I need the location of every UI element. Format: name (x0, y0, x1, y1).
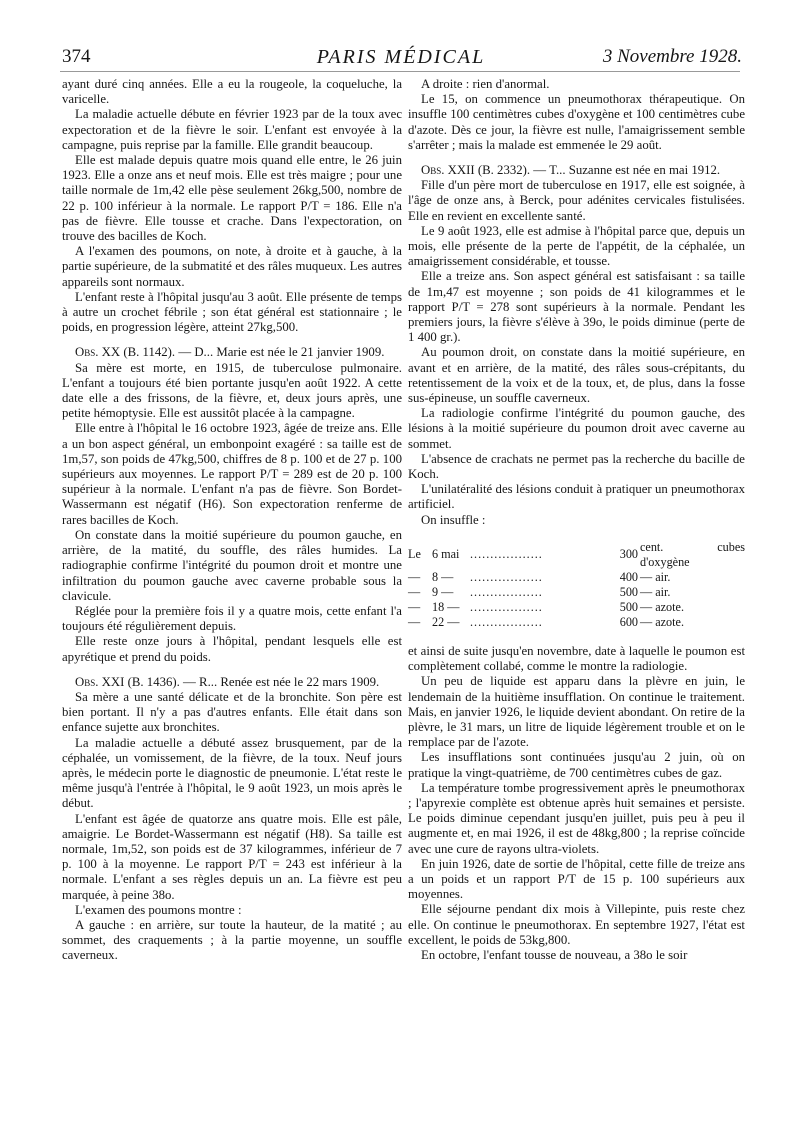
paragraph: Un peu de liquide est apparu dans la plèvre en juin, le lendemain de la huitième insufflation. On continue le traitement. Mais, en janvier 1926, le liquide devient abondant. On retire de la plèvre, le 31 mars, un litre de liquide légèrement trouble et on le remplace par de l'azote. (408, 674, 745, 750)
table-cell: 8 — (432, 569, 454, 584)
page-number: 374 (62, 46, 91, 67)
table-cell: 9 — (432, 584, 454, 599)
observation-intro: (B. 1436). — R... Renée est née le 22 mars 1909. (127, 674, 380, 689)
table-cell: — (408, 599, 421, 614)
table-row (408, 615, 745, 630)
paragraph: A gauche : en arrière, sur toute la hauteur, de la matité ; au sommet, des craquements ; à la partie moyenne, un souffle caverneux. (62, 917, 402, 963)
paragraph: La maladie actuelle débute en février 1923 par de la toux avec expectoration et de la fièvre le soir. L'enfant est envoyée à la campagne, puis reprise par la famille. Elle grandit beaucoup. (62, 107, 402, 152)
paragraph: En juin 1926, date de sortie de l'hôpital, cette fille de treize ans a un poids et un rapport P/T de 15 p. 100 supérieurs aux moyennes. (408, 856, 745, 902)
table-row (408, 585, 745, 600)
paragraph: On constate dans la moitié supérieure du poumon gauche, en arrière, de la matité, du souffle, des râles humides. La radiographie confirme l'intégrité du poumon droit et montre une infiltration du poumon gauche avec caverne probable sous la clavicule. (62, 527, 402, 603)
paragraph: L'enfant est âgée de quatorze ans quatre mois. Elle est pâle, amaigrie. Le Bordet-Wassermann est négatif (H8). Sa taille est normale, 1m,52, son poids est de 37 kilogrammes, inférieur de 7 p. 100 à la moyenne. Le rapport P/T = 243 est inférieur à la normale. L'enfant a ses règles depuis un an. La fièvre est peu marquée, à peine 38o. (62, 811, 402, 902)
observation-label: Obs. XXII (421, 163, 475, 178)
table-row (408, 600, 745, 615)
paragraph: L'examen des poumons montre : (75, 902, 242, 917)
paragraph: La maladie actuelle a débuté assez brusquement, par de la céphalée, un vomissement, de la fièvre, de la toux. Neuf jours après, le médecin porte le diagnostic de pneumonie. L'état reste le même jusqu'à l'entrée à l'hôpital, le 9 août 1923, un mois après le début. (62, 735, 402, 811)
page-header (60, 46, 742, 70)
paragraph: et ainsi de suite jusqu'en novembre, date à laquelle le poumon est complètement collabé, comme le montre la radiologie. (408, 643, 745, 674)
table-cell: 600 (619, 614, 638, 629)
table-cell: 500 (619, 584, 638, 599)
table-cell: 300 (619, 547, 638, 562)
paragraph: Le 9 août 1923, elle est admise à l'hôpital parce que, depuis un mois, elle présente de la perte de l'appétit, de la céphalée, un amaigrissement considérable, et tousse. (408, 223, 745, 269)
paragraph: L'absence de crachats ne permet pas la recherche du bacille de Koch. (408, 451, 745, 482)
table-cell: 6 mai (432, 547, 460, 562)
paragraph: A l'examen des poumons, on note, à droite et à gauche, à la partie supérieure, de la submatité et des râles muqueux. Les autres appareils sont normaux. (62, 244, 402, 289)
table-cell: cent. cubes d'oxygène (640, 539, 745, 569)
table-cell: — (408, 569, 421, 584)
observation-label: Obs. XXI (75, 674, 125, 689)
paragraph: L'unilatéralité des lésions conduit à pratiquer un pneumothorax artificiel. (408, 482, 745, 512)
paragraph: ayant duré cinq années. Elle a eu la rougeole, la coqueluche, la varicelle. (62, 77, 402, 107)
paragraph: On insuffle : (421, 512, 486, 527)
paragraph: La température tombe progressivement après le pneumothorax ; l'apyrexie complète est obtenue après huit semaines et persiste. Le poids diminue cependant jusqu'en juillet, puis peu à peu il augmente et, en mai 1926, il est de 48kg,800 ; la reprise coïncide avec une cure de rayons ultra-violets. (408, 780, 745, 856)
paragraph: Elle a treize ans. Son aspect général est satisfaisant : sa taille de 1m,47 est moyenne ; son poids de 41 kilogrammes et le rapport P/T = 278 sont supérieurs à la normale. Pendant les premiers jours, la fièvre s'élève à 39o, le poids diminue (perte de 1 400 gr.). (408, 269, 745, 345)
paragraph: Elle entre à l'hôpital le 16 octobre 1923, âgée de treize ans. Elle a un bon aspect général, un embonpoint exagéré : sa taille est de 1m,57, son poids de 47kg,500, chiffres de 8 p. 100 et de 27 p. 100 supérieurs aux moyennes. Le rapport P/T = 289 est de 20 p. 100 supérieur à la normale. L'enfant n'a pas de fièvre. Son Bordet-Wassermann est négatif (H6). Son expectoration renferme de rares bacilles de Koch. (62, 421, 402, 527)
observation-intro: (B. 2332). — T... Suzanne est née en mai 1912. (477, 163, 721, 178)
observation-heading (62, 675, 402, 690)
observation-heading (408, 163, 745, 178)
paragraph: Sa mère est morte, en 1915, de tuberculose pulmonaire. L'enfant a toujours été bien portante jusqu'en août 1922. A cette date elle a des frissons, de la fièvre, et, deux jours après, une petite hémoptysie. Elle est aussitôt placée à la campagne. (62, 360, 402, 421)
header-rule (60, 71, 740, 72)
observation-label: Obs. XX (75, 345, 121, 360)
paragraph: Fille d'un père mort de tuberculose en 1917, elle est soignée, à l'âge de onze ans, à Berck, pour adénites cervicales fistulisées. Elle en revient en excellente santé. (408, 178, 745, 223)
table-cell: .................. (470, 614, 543, 629)
paragraph: A droite : rien d'anormal. (421, 77, 550, 91)
table-cell: 500 (619, 599, 638, 614)
observation-heading (62, 345, 402, 360)
paragraph: Sa mère a une santé délicate et de la bronchite. Son père est bien portant. Il n'y a pas d'autres enfants. Elle était dans son enfance sujette aux bronchites. (62, 689, 402, 735)
left-column (62, 77, 402, 964)
paragraph: Au poumon droit, on constate dans la moitié supérieure, en avant et en arrière, de la matité, des râles sous-crépitants, du retentissement de la voix et de la toux, et, de plus, dans la fosse sus-épineuse, un souffle caverneux. (408, 345, 745, 406)
table-cell: Le (408, 547, 421, 562)
paragraph: Les insufflations sont continuées jusqu'au 2 juin, où on pratique la vingt-quatrième, de 700 centimètres cubes de gaz. (408, 750, 745, 780)
paragraph: Elle reste onze jours à l'hôpital, pendant lesquels elle est apyrétique et prend du poids. (62, 634, 402, 664)
paragraph: La radiologie confirme l'intégrité du poumon gauche, des lésions à la moitié supérieure du poumon droit avec caverne au sommet. (408, 406, 745, 451)
table-row (408, 570, 745, 585)
table-cell: .................. (470, 584, 543, 599)
table-cell: .................. (470, 547, 543, 562)
paragraph: En octobre, l'enfant tousse de nouveau, a 38o le soir (421, 947, 688, 962)
paragraph: Réglée pour la première fois il y a quatre mois, cette enfant l'a toujours été régulièrement depuis. (62, 603, 402, 634)
table-row (408, 540, 745, 570)
table-cell: .................. (470, 569, 543, 584)
table-cell: — azote. (640, 614, 684, 629)
table-cell: — air. (640, 569, 671, 584)
table-cell: — air. (640, 584, 671, 599)
paragraph: L'enfant reste à l'hôpital jusqu'au 3 août. Elle présente de temps à autre un crochet fébrile ; son état général est stationnaire ; le poids, en progression légère, atteint 27kg,500. (62, 289, 402, 335)
paragraph: Elle est malade depuis quatre mois quand elle entre, le 26 juin 1923. Elle a onze ans et neuf mois. Elle est très maigre ; pour une taille normale de 1m,42 elle pèse seulement 26kg,500, nombre de 22 p. 100 inférieur à la normale. Le rapport P/T = 186. Elle n'a pas de fièvre. Elle tousse et crache. Dans l'expectoration, on trouve des bacilles de Koch. (62, 153, 402, 244)
paragraph: Elle séjourne pendant dix mois à Villepinte, puis reste chez elle. On continue le pneumothorax. En septembre 1927, l'état est excellent, le poids de 53kg,800. (408, 902, 745, 947)
insufflation-table (408, 540, 745, 630)
table-cell: — (408, 614, 421, 629)
table-cell: 18 — (432, 599, 460, 614)
paragraph: Le 15, on commence un pneumothorax thérapeutique. On insuffle 100 centimètres cubes d'oxygène et 100 centimètres cube d'azote. Dès ce jour, la fièvre est nulle, l'amaigrissement semble s'arrêter ; mais la malade est emmenée le 29 août. (408, 92, 745, 152)
table-cell: 400 (619, 569, 638, 584)
journal-title: PARIS MÉDICAL (316, 46, 486, 68)
right-column (408, 77, 745, 963)
table-cell: — (408, 584, 421, 599)
observation-intro: (B. 1142). — D... Marie est née le 21 janvier 1909. (123, 345, 385, 360)
issue-date: 3 Novembre 1928. (602, 46, 742, 67)
table-cell: .................. (470, 599, 543, 614)
table-cell: 22 — (432, 614, 460, 629)
table-cell: — azote. (640, 599, 684, 614)
